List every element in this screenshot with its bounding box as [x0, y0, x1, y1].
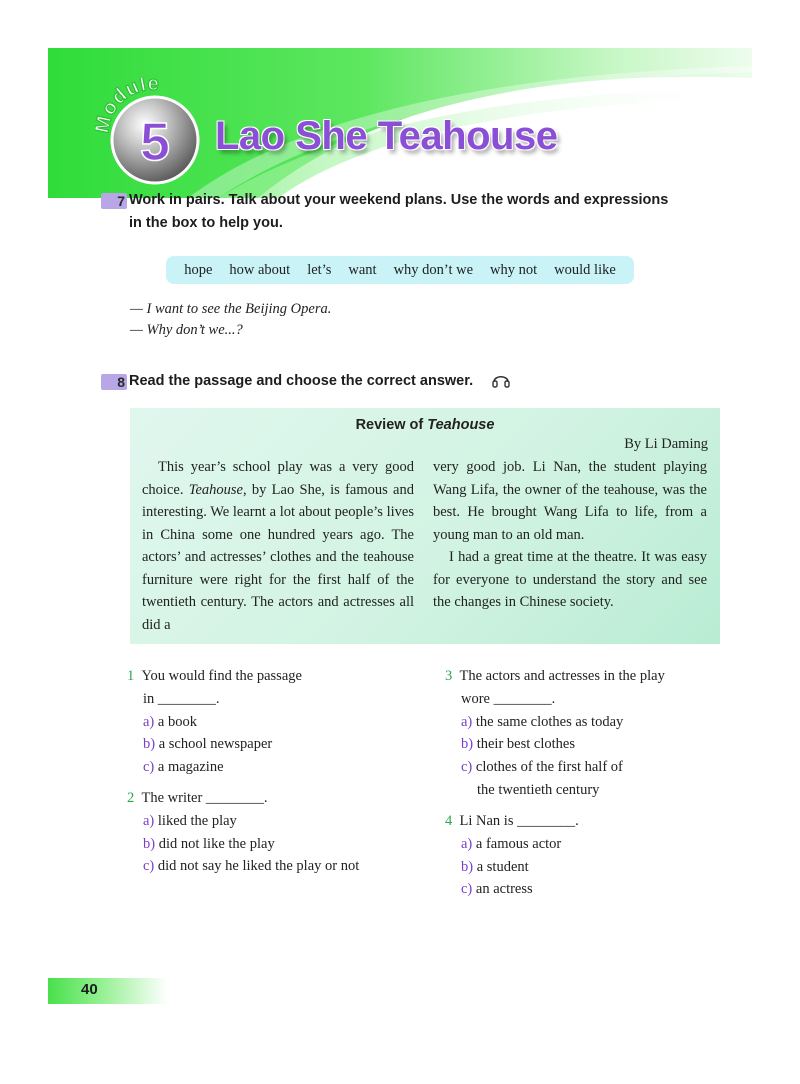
- answer-option[interactable]: a) a famous actor: [461, 835, 562, 852]
- answer-option[interactable]: c) did not say he liked the play or not: [143, 858, 360, 875]
- page-number-bar: [48, 978, 168, 1004]
- question-1: 1 You would find the passage in ________. a) a book b) a school newspaper c) a magazine: [127, 665, 302, 779]
- question-4: 4 Li Nan is ________. a) a famous actor b) a student c) an actress: [445, 810, 579, 901]
- word-item: want: [348, 261, 377, 278]
- passage-paragraph: This year’s school play was a very good choice. Teahouse, by Lao She, is famous and interesting. We learnt a lot about people’s lives in China some one hundred years ago. The actors’ and actresses’ clothes and the teahouse furniture were right for the first half of the twentieth century. The actors and actresses all did a: [142, 459, 414, 633]
- word-item: let’s: [307, 261, 332, 278]
- module-badge: [95, 78, 207, 190]
- word-item: hope: [184, 261, 213, 278]
- answer-option[interactable]: c) an actress: [461, 881, 533, 898]
- activity-7-instruction-line2: in the box to help you.: [129, 215, 283, 231]
- activity-7-number: 7: [101, 193, 127, 209]
- answer-option[interactable]: a) the same clothes as today: [461, 713, 624, 730]
- word-item: how about: [229, 261, 291, 278]
- answer-option[interactable]: b) their best clothes: [461, 736, 575, 753]
- answer-option[interactable]: b) a student: [461, 858, 529, 875]
- activity-7-instruction-line1: Work in pairs. Talk about your weekend plans. Use the words and expressions: [129, 192, 669, 208]
- word-item: why don’t we: [393, 261, 474, 278]
- answer-option[interactable]: c) a magazine: [143, 759, 224, 776]
- headphones-icon[interactable]: [491, 370, 511, 395]
- module-word: odule: [97, 78, 160, 120]
- byline: By Li Daming: [624, 436, 708, 452]
- answer-option[interactable]: b) did not like the play: [143, 835, 275, 852]
- dialog-line-2: — Why don’t we...?: [130, 322, 243, 338]
- dialog-line-1: — I want to see the Beijing Opera.: [130, 301, 332, 317]
- answer-option[interactable]: b) a school newspaper: [143, 736, 273, 753]
- page-number: 40: [81, 981, 98, 998]
- answer-option[interactable]: a) liked the play: [143, 812, 237, 829]
- answer-option[interactable]: c) clothes of the first half of: [461, 759, 623, 776]
- question-3: 3 The actors and actresses in the play wore ________. a) the same clothes as today b) their best clothes c) clothes of the first half of the twentieth century: [445, 668, 665, 798]
- passage-paragraph: I had a great time at the theatre. It was easy for everyone to understand the story and see the changes in Chinese society.: [433, 549, 707, 610]
- reading-passage: [130, 408, 720, 644]
- review-title: Review of Teahouse: [355, 417, 495, 433]
- activity-8-instruction: Read the passage and choose the correct answer.: [129, 373, 474, 389]
- passage-paragraph: very good job. Li Nan, the student playing Wang Lifa, the owner of the teahouse, was the best. He brought Wang Lifa to life, from a young man to an old man.: [433, 459, 707, 543]
- word-item: why not: [490, 261, 538, 278]
- page-title: Lao She Teahouse: [215, 114, 558, 158]
- module-number: 5: [139, 112, 171, 172]
- passage-column-1: [142, 456, 414, 636]
- word-item: would like: [554, 261, 616, 278]
- word-box: [166, 256, 634, 284]
- activity-8-number: 8: [101, 374, 127, 390]
- answer-option[interactable]: a) a book: [143, 713, 197, 730]
- passage-column-2: [433, 456, 707, 614]
- question-2: 2 The writer ________. a) liked the play b) did not like the play c) did not say he liked the play or not: [127, 787, 359, 878]
